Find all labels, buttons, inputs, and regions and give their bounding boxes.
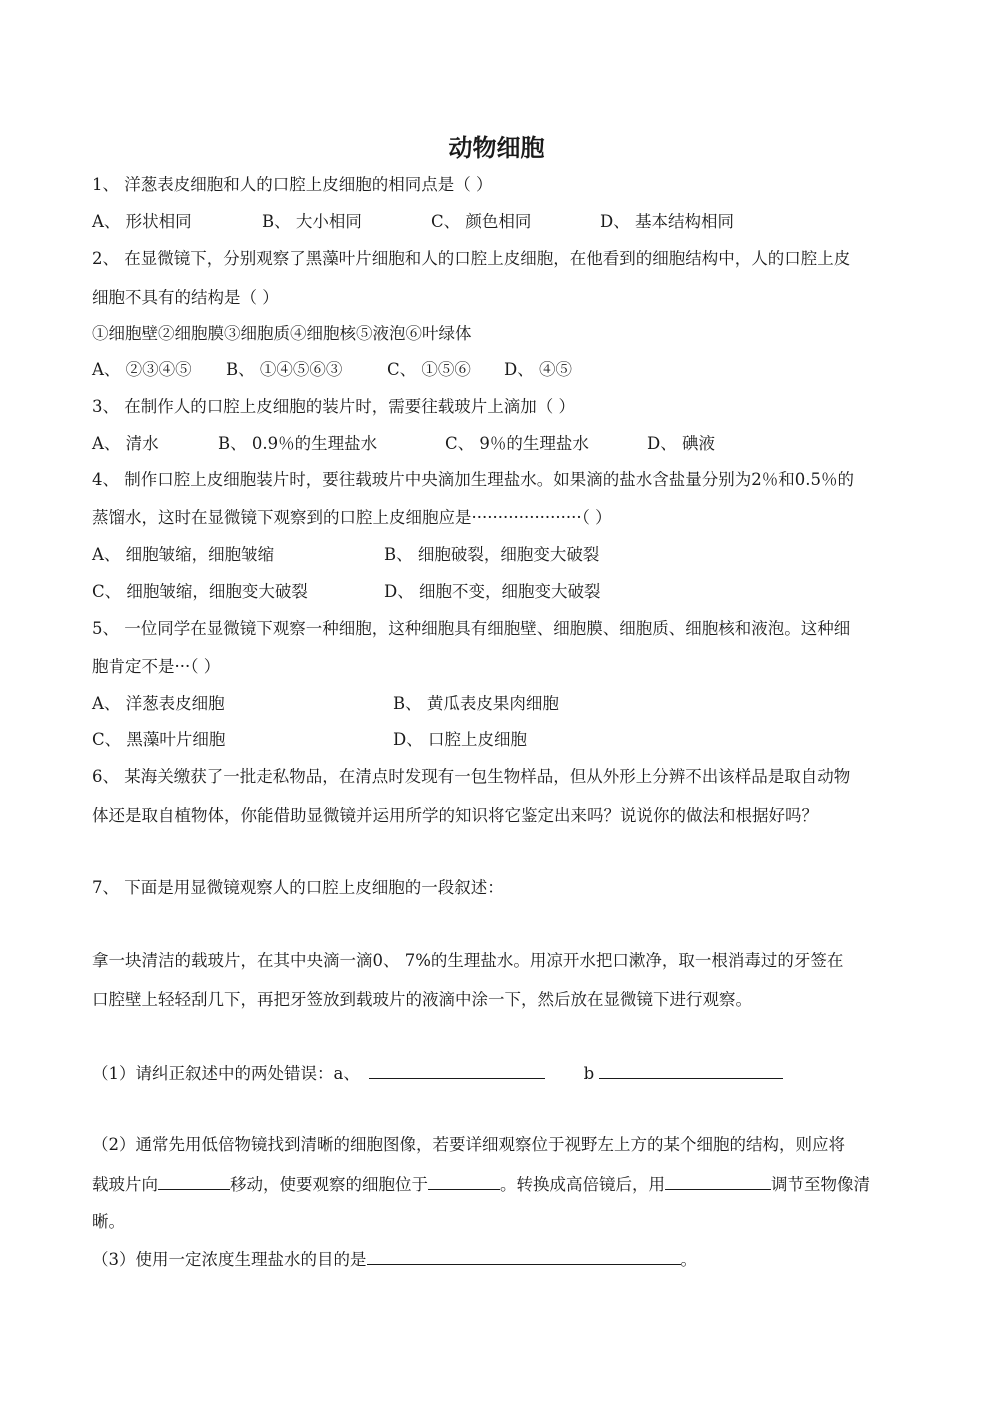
question-7-sub2-line3: 晰。 (92, 1212, 125, 1231)
question-5-stem-line2: 胞肯定不是···（ ） (92, 657, 221, 676)
q1-option-c: C、 颜色相同 (431, 212, 532, 231)
q4-option-a: A、 细胞皱缩，细胞皱缩 (92, 545, 275, 564)
question-3-stem: 3、 在制作人的口腔上皮细胞的装片时，需要往载玻片上滴加（ ） (92, 397, 575, 416)
q3-option-d: D、 碘液 (647, 434, 715, 453)
question-7-sub2-line2 (92, 1173, 870, 1196)
q5-option-a: A、 洋葱表皮细胞 (92, 694, 225, 713)
sub1-b-label: b (583, 1064, 595, 1083)
question-2-stem-line1: 2、 在显微镜下，分别观察了黑藻叶片细胞和人的口腔上皮细胞，在他看到的细胞结构中，人的口腔上皮 (92, 249, 851, 268)
q3-option-b: B、 0.9％的生理盐水 (218, 434, 378, 453)
sub2-text-c: 。转换成高倍镜后，用 (500, 1175, 665, 1194)
page-title: 动物细胞 (448, 133, 545, 162)
answer-blank-position[interactable] (428, 1173, 500, 1190)
question-7-stem: 7、 下面是用显微镜观察人的口腔上皮细胞的一段叙述： (92, 878, 504, 897)
question-6-stem-line1: 6、 某海关缴获了一批走私物品，在清点时发现有一包生物样品，但从外形上分辨不出该样品是取自动物 (92, 767, 851, 786)
q2-option-d: D、 ④⑤ (504, 360, 572, 379)
question-7-passage-line2: 口腔壁上轻轻刮几下，再把牙签放到载玻片的液滴中涂一下，然后放在显微镜下进行观察。 (92, 990, 752, 1009)
q2-option-a: A、 ②③④⑤ (92, 360, 192, 379)
q5-option-c: C、 黑藻叶片细胞 (92, 730, 226, 749)
answer-blank-adjuster[interactable] (665, 1173, 771, 1190)
question-4-stem-line1: 4、 制作口腔上皮细胞装片时，要往载玻片中央滴加生理盐水。如果滴的盐水含盐量分别为2％和0.5％的 (92, 470, 854, 489)
q1-option-a: A、 形状相同 (92, 212, 192, 231)
q2-option-c: C、 ①⑤⑥ (387, 360, 471, 379)
question-7-sub2-line1: （2）通常先用低倍物镜找到清晰的细胞图像，若要详细观察位于视野左上方的某个细胞的结构，则应将 (92, 1135, 845, 1154)
question-2-stem-line2: 细胞不具有的结构是（ ） (92, 288, 279, 307)
sub3-suffix: 。 (680, 1250, 697, 1269)
q4-option-b: B、 细胞破裂，细胞变大破裂 (384, 545, 600, 564)
q4-option-d: D、 细胞不变，细胞变大破裂 (384, 582, 601, 601)
question-1-stem: 1、 洋葱表皮细胞和人的口腔上皮细胞的相同点是（ ） (92, 175, 493, 194)
answer-blank-direction[interactable] (158, 1173, 230, 1190)
sub2-text-b: 移动，使要观察的细胞位于 (230, 1175, 428, 1194)
answer-blank-a[interactable] (369, 1062, 545, 1079)
question-6-stem-line2: 体还是取自植物体，你能借助显微镜并运用所学的知识将它鉴定出来吗？说说你的做法和根据好吗？ (92, 806, 818, 825)
q5-option-b: B、 黄瓜表皮果肉细胞 (393, 694, 559, 713)
sub2-text-a: 载玻片向 (92, 1175, 158, 1194)
sub2-text-d: 调节至物像清 (771, 1175, 870, 1194)
q4-option-c: C、 细胞皱缩，细胞变大破裂 (92, 582, 308, 601)
sub3-prefix: （3）使用一定浓度生理盐水的目的是 (92, 1250, 367, 1269)
question-7-sub1 (92, 1062, 783, 1085)
question-5-stem-line1: 5、 一位同学在显微镜下观察一种细胞，这种细胞具有细胞壁、细胞膜、细胞质、细胞核和液泡。这种细 (92, 619, 851, 638)
q3-option-a: A、 清水 (92, 434, 159, 453)
answer-blank-purpose[interactable] (367, 1248, 681, 1265)
q2-option-b: B、 ①④⑤⑥③ (226, 360, 343, 379)
answer-blank-b[interactable] (599, 1062, 783, 1079)
question-4-stem-line2: 蒸馏水，这时在显微镜下观察到的口腔上皮细胞应是·····················（ ） (92, 508, 612, 527)
question-7-sub3 (92, 1248, 697, 1271)
q1-option-d: D、 基本结构相同 (600, 212, 734, 231)
q1-option-b: B、 大小相同 (262, 212, 362, 231)
q5-option-d: D、 口腔上皮细胞 (393, 730, 527, 749)
sub1-prefix: （1）请纠正叙述中的两处错误：a、 (92, 1064, 360, 1083)
q3-option-c: C、 9％的生理盐水 (445, 434, 589, 453)
question-2-items: ①细胞壁②细胞膜③细胞质④细胞核⑤液泡⑥叶绿体 (92, 324, 472, 343)
question-7-passage-line1: 拿一块清洁的载玻片，在其中央滴一滴0、 7%的生理盐水。用凉开水把口漱净，取一根消毒过的牙签在 (92, 951, 844, 970)
